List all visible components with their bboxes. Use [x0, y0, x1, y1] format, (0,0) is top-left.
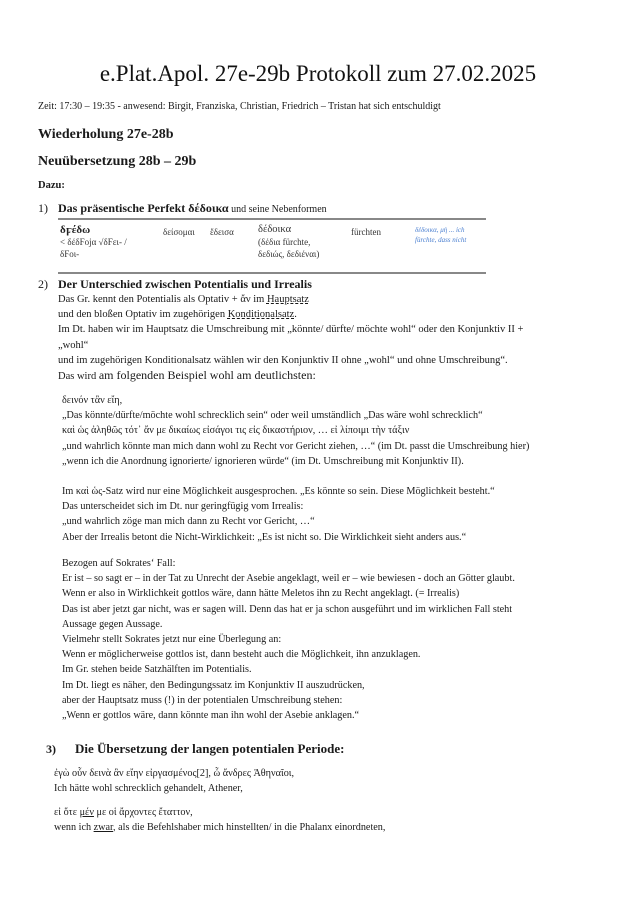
line	[58, 292, 628, 307]
text-line: Das unterscheidet sich im Dt. nur geringfügig vom Irrealis:	[62, 501, 304, 513]
german-line	[54, 820, 622, 835]
hauptsatz-term: Hauptsatz	[266, 294, 309, 305]
text-line: „Wenn er gottlos wäre, dann könnte man ihn wohl der Asebie anklagen.“	[62, 710, 360, 722]
cell-etymology-1: < δέδϜοjα √δϜει- /	[60, 237, 127, 247]
text: Das Gr. kennt den Potentialis als Optativ + ἄν im	[58, 294, 267, 305]
translation-pair-1	[54, 766, 622, 796]
line: und im zugehörigen Konditionalsatz wählen wir den Konjunktiv II ohne „wohl“ und ohne Umschreibung“.	[58, 354, 508, 366]
sokrates-block	[62, 556, 630, 723]
text-line: Im Gr. stehen beide Satzhälften im Potentialis.	[62, 664, 252, 676]
section1-heading	[58, 200, 327, 218]
text: .	[294, 309, 297, 321]
text-line: aber der Hauptsatz muss (!) in der potentialen Umschreibung stehen:	[62, 694, 343, 706]
text-line: „und wahrlich zöge man mich dann zu Recht vor Gericht, …“	[62, 516, 315, 528]
line	[58, 307, 628, 322]
text-line: Wenn er möglicherweise gottlos ist, dann besteht auch die Möglichkeit, ihn anzuklagen.	[62, 649, 421, 661]
example-line: „und wahrlich könnte man mich dann wohl zu Recht vor Gericht ziehen, …“ (im Dt. passt die Umschreibung hier)	[62, 440, 530, 452]
heading-wiederholung: Wiederholung 27e-28b	[38, 127, 174, 142]
list-number-2: 2)	[38, 277, 48, 291]
section1-title-rest: und seine Nebenformen	[228, 204, 327, 215]
heading-neuuebersetzung: Neuübersetzung 28b – 29b	[38, 154, 197, 169]
example-line: „Das könnte/dürfte/möchte wohl schrecklich sein“ oder weil umständlich „Das wäre wohl schrecklich“	[62, 410, 483, 422]
text-line: Das ist aber jetzt gar nicht, was er sagen will. Denn das hat er ja schon ausgeführt und im wirklichen Fall steht	[62, 603, 513, 615]
text-line: Aussage gegen Aussage.	[62, 618, 163, 630]
forms-table	[58, 218, 486, 274]
table-cell-construction	[415, 225, 466, 245]
document-title: e.Plat.Apol. 27e-29b Protokoll zum 27.02.2025	[99, 61, 537, 86]
line: Im Dt. haben wir im Hauptsatz die Umschreibung mit „könnte/ dürfte/ möchte wohl“ oder den Konjunktiv II +	[58, 324, 524, 336]
text: wenn ich	[54, 822, 94, 834]
text-line: Bezogen auf Sokrates‘ Fall:	[62, 558, 176, 569]
text: εἰ ὅτε	[54, 807, 80, 818]
cell-perfect-form: δέδοικα	[258, 224, 292, 235]
list-number-1: 1)	[38, 201, 48, 215]
cell-construction-2: fürchte, dass nicht	[415, 236, 467, 244]
table-cell-aorist: ἔδεισα	[210, 227, 234, 237]
line: „wohl“	[58, 339, 89, 351]
text: με οἱ ἄρχοντες ἔταττον,	[93, 807, 193, 818]
german-line: Ich hätte wohl schrecklich gehandelt, Athener,	[54, 783, 243, 795]
men-particle: μέν	[79, 807, 94, 818]
line	[58, 368, 628, 384]
greek-line: ἐγὼ οὖν δεινὰ ἂν εἴην εἰργασμένος[2], ὦ ἄνδρες Ἀθηναῖοι,	[54, 768, 295, 779]
text-line: Er ist – so sagt er – in der Tat zu Unrecht der Asebie angeklagt, weil er – wie bewiesen - doch an Götter glaubt.	[62, 573, 515, 585]
cell-perfect-note-1: (δέδια fürchte,	[258, 237, 311, 247]
cell-main: δϝέδω	[60, 224, 91, 236]
meeting-meta: Zeit: 17:30 – 19:35 - anwesend: Birgit, Franziska, Christian, Friedrich – Tristan hat sich entschuldigt	[38, 101, 441, 112]
zwar-particle: zwar	[93, 822, 113, 834]
text-line: Aber der Irrealis betont die Nicht-Wirklichkeit: „Es ist nicht so. Die Wirklichkeit sieht anders aus.“	[62, 531, 467, 543]
text: , als die Befehlshaber mich hinstellten/ in die Phalanx einordneten,	[113, 822, 386, 834]
table-cell-future: δείσομαι	[163, 227, 195, 237]
section2-title: Der Unterschied zwischen Potentialis und Irrealis	[58, 277, 312, 291]
table-cell-perfect	[258, 224, 319, 260]
konditionalsatz-term: Konditionalsatz	[227, 309, 295, 321]
cell-construction-1: δέδοικα, μὴ ... ich	[415, 226, 465, 234]
text-line: Wenn er also in Wirklichkeit gottlos wäre, dann hätte Meletos ihn zu Recht angeklagt. (= Irrealis)	[62, 588, 460, 600]
example-line: δεινόν τἂν εἴη,	[62, 395, 123, 406]
cell-perfect-note-2: δεδιώς, δεδιέναι)	[258, 249, 320, 259]
heading-dazu: Dazu:	[38, 180, 65, 191]
table-cell-present	[60, 224, 127, 260]
example-block	[62, 393, 630, 469]
text-line: Im Dt. liegt es näher, den Bedingungssatz im Konjunktiv II auszudrücken,	[62, 679, 365, 691]
text: und den bloßen Optativ im zugehörigen	[58, 309, 228, 321]
list-number-3: 3)	[46, 742, 56, 756]
section3-title: Die Übersetzung der langen potentialen Periode:	[75, 741, 345, 756]
section1-title-bold: Das präsentische Perfekt δέδοικα	[58, 201, 229, 215]
table-cell-meaning: fürchten	[351, 227, 381, 237]
greek-line	[54, 805, 622, 820]
text-line: Im καὶ ὡς-Satz wird nur eine Möglichkeit ausgesprochen. „Es könnte so sein. Diese Möglichkeit besteht.“	[62, 486, 495, 497]
example-line: καὶ ὡς ἀληθῶς τότ᾽ ἄν με δικαίως εἰσάγοι τις εἰς δικαστήριον, … εἰ λίποιμι τὴν τάξιν	[62, 425, 410, 437]
cell-etymology-2: δϜοι-	[60, 249, 80, 259]
example-line: „wenn ich die Anordnung ignorierte/ ignorieren würde“ (im Dt. Umschreibung mit Konjunktiv II).	[62, 455, 464, 467]
section2-intro	[58, 292, 628, 384]
text: am folgenden Beispiel wohl am deutlichsten:	[98, 368, 316, 383]
translation-pair-2	[54, 805, 622, 835]
text-line: Vielmehr stellt Sokrates jetzt nur eine Überlegung an:	[62, 634, 282, 646]
text: Das wird	[58, 371, 99, 383]
kai-hos-block	[62, 484, 630, 545]
